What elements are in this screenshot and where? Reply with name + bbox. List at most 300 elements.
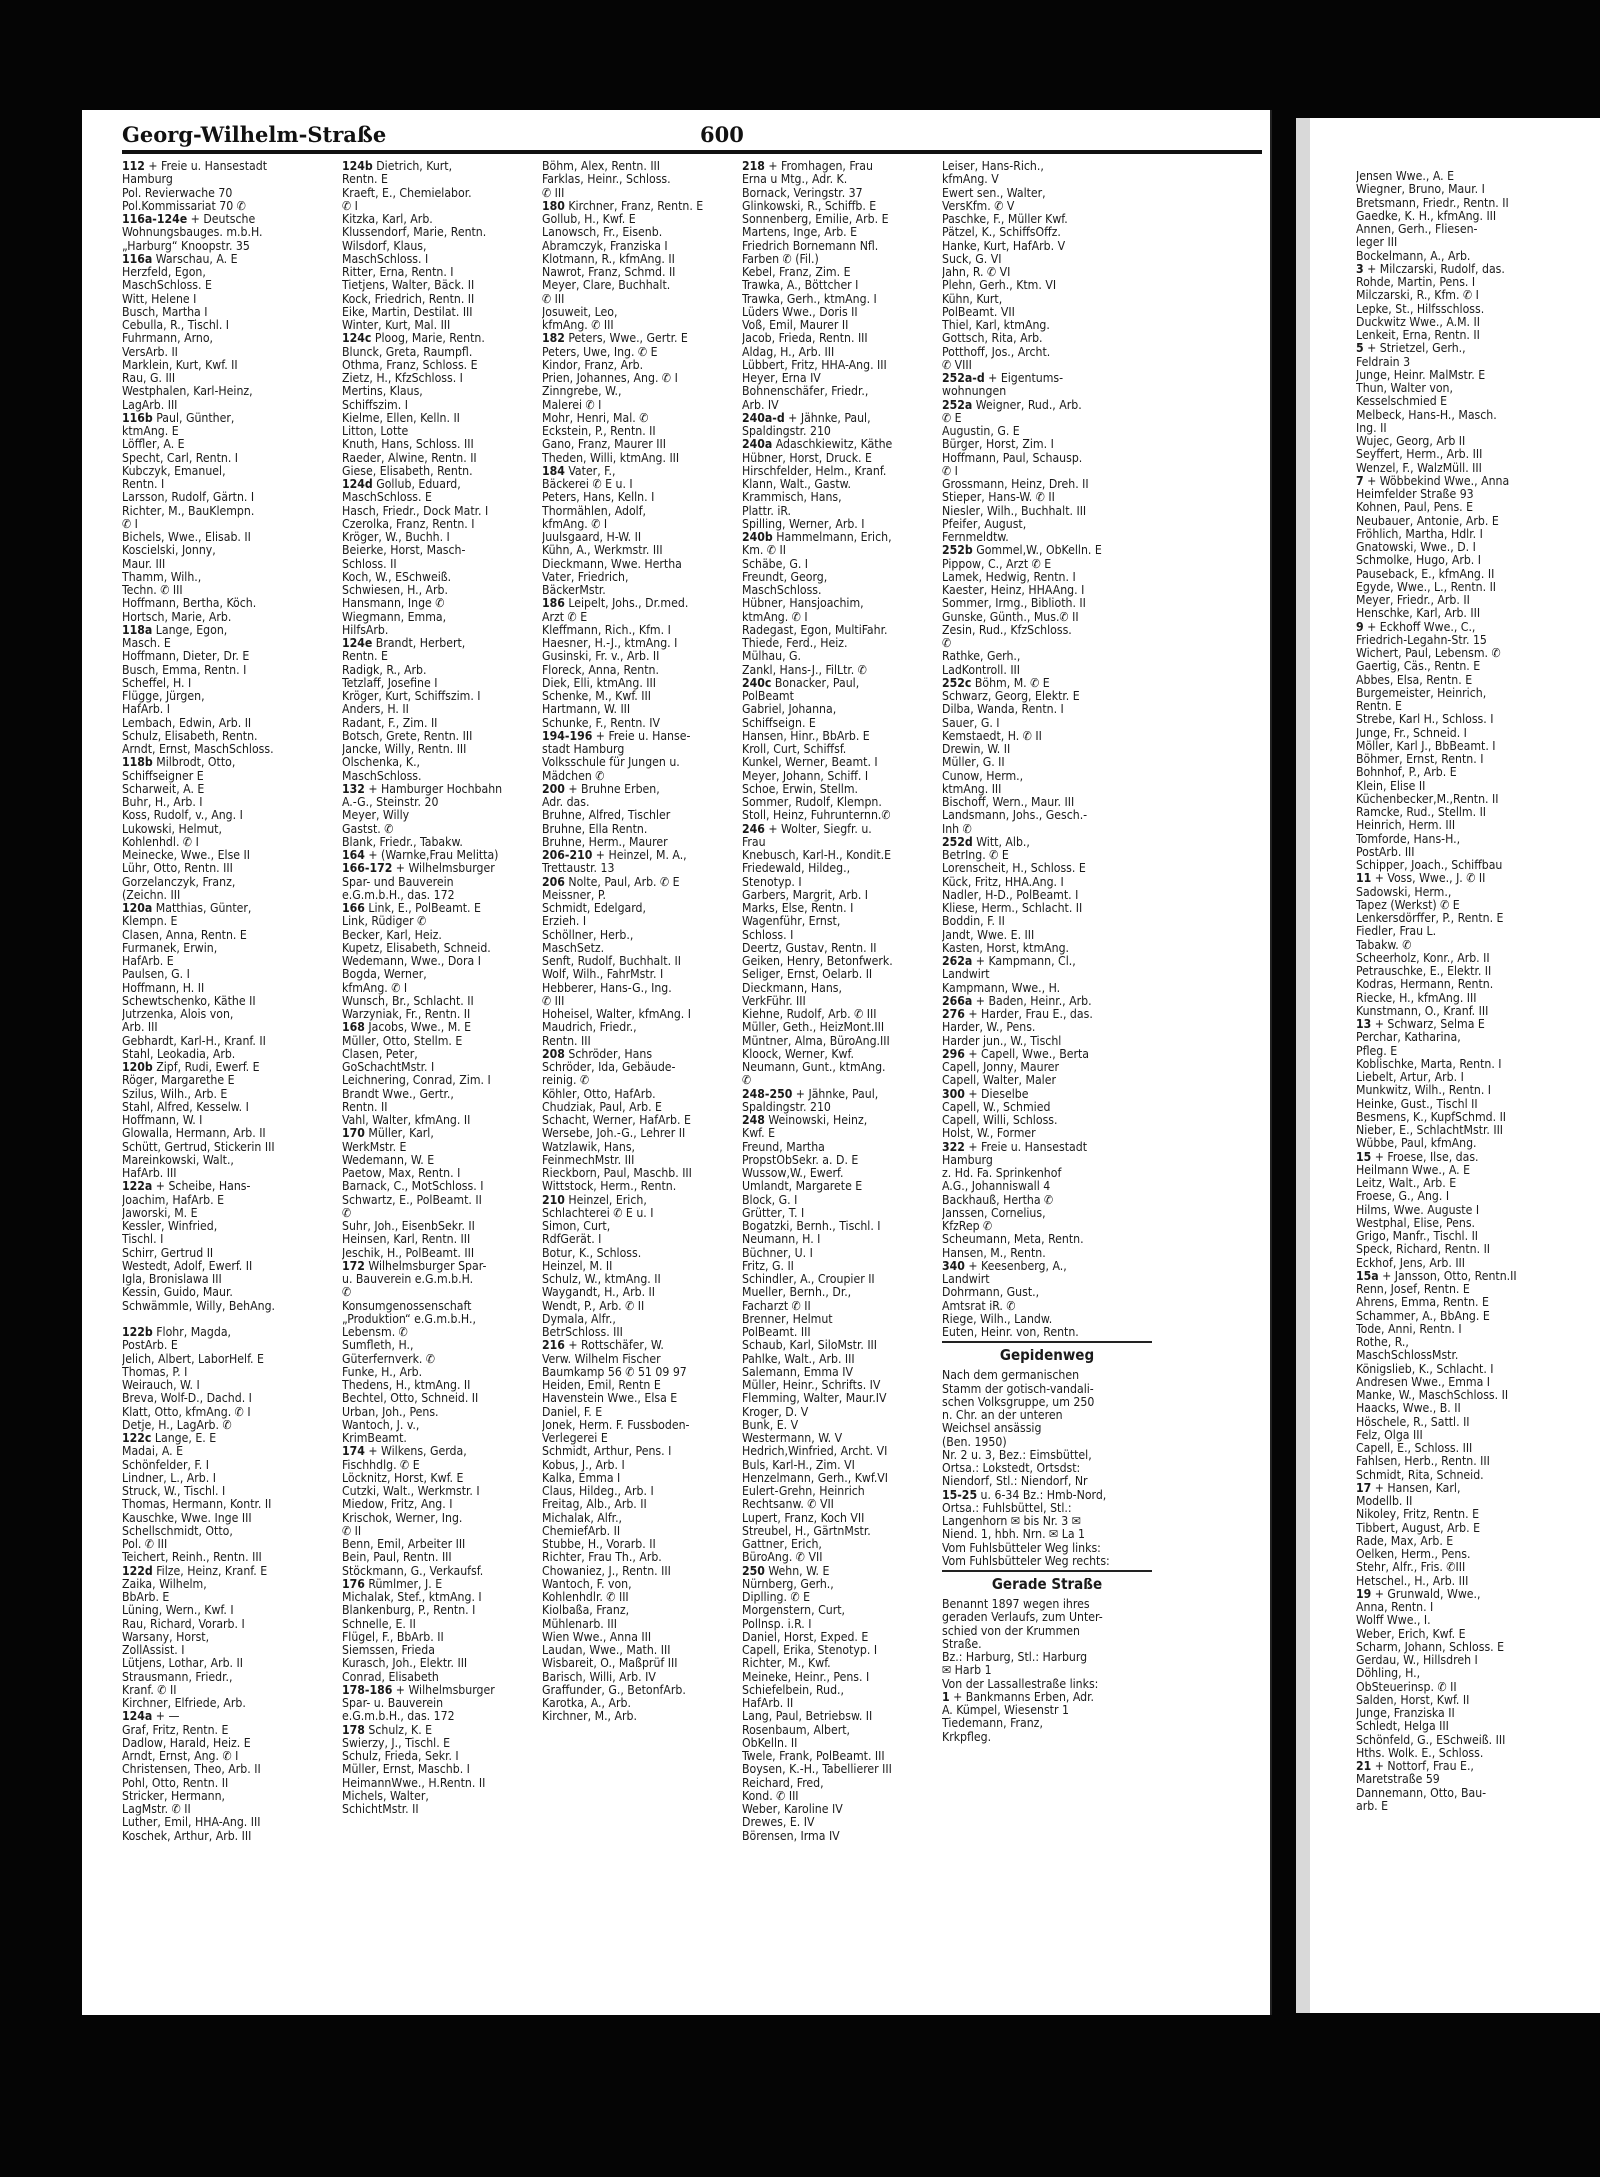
directory-line: Klempn. E (122, 915, 178, 929)
directory-line: Friedrich-Legahn-Str. 15 (1356, 633, 1487, 647)
directory-line: Rohde, Martin, Pens. I (1356, 276, 1476, 289)
section-rule (942, 1341, 1152, 1345)
directory-line: Pol. ✆ III (122, 1538, 168, 1551)
directory-line: Jutrzenka, Alois von, (122, 1008, 234, 1021)
directory-line: Pfleg. E (1356, 1044, 1398, 1058)
directory-line: Rentn. E (342, 173, 388, 187)
directory-line: ktmAng. III (942, 782, 1002, 796)
directory-line: Haacks, Wwe., B. II (1356, 1402, 1461, 1416)
directory-line: u. Bauverein e.G.m.b.H. (342, 1273, 474, 1286)
directory-line: Lanowsch, Fr., Eisenb. (542, 226, 663, 240)
directory-line: ktmAng. ✆ I (742, 610, 808, 624)
directory-line: Kemstaedt, H. ✆ II (942, 729, 1042, 743)
directory-line: Gnatowski, Wwe., D. I (1356, 541, 1476, 554)
directory-line: Eckstein, P., Rentn. II (542, 425, 656, 438)
directory-line: Rau, Richard, Vorarb. I (122, 1617, 245, 1631)
directory-line: Leitz, Walt., Arb. E (1356, 1177, 1457, 1190)
directory-line: Tiedemann, Franz, (942, 1717, 1043, 1731)
directory-line: Niendorf, Stl.: Niendorf, Nr (942, 1475, 1088, 1489)
directory-line: Waygandt, H., Arb. II (542, 1286, 655, 1300)
directory-line: Thomas, Hermann, Kontr. II (122, 1498, 272, 1512)
directory-line: Milczarski, R., Kfm. ✆ I (1356, 289, 1479, 303)
directory-line: Tapez (Werkst) ✆ E (1356, 898, 1460, 912)
directory-line: Glowalla, Hermann, Arb. II (122, 1127, 266, 1141)
directory-line: Lüders Wwe., Doris II (742, 305, 858, 319)
directory-line: Pohl, Otto, Rentn. II (122, 1776, 229, 1790)
directory-line: 170 Müller, Karl, (342, 1127, 434, 1141)
directory-line: Bz.: Harburg, Stl.: Harburg (942, 1651, 1088, 1664)
directory-line: Hoffmann, Paul, Schausp. (942, 451, 1083, 465)
directory-line: Melbeck, Hans-H., Masch. (1356, 408, 1497, 422)
directory-line: 340 + Keesenberg, A., (942, 1259, 1067, 1273)
directory-line: ✆ (342, 1286, 352, 1300)
directory-line: Krkpfleg. (942, 1730, 992, 1744)
directory-line: Schmidt, Edelgard, (542, 902, 646, 915)
directory-line: Thiel, Karl, ktmAng. (942, 319, 1050, 332)
directory-line: Ortsa.: Lokstedt, Ortsdst: (942, 1462, 1081, 1475)
directory-line: Felz, Olga III (1356, 1428, 1423, 1442)
directory-line: Westphalen, Karl-Heinz, (122, 385, 253, 399)
directory-line: Langenhorn ✉ bis Nr. 3 ✉ (942, 1515, 1081, 1528)
directory-line: Theden, Willi, ktmAng. III (542, 451, 680, 465)
directory-line: Schewtschenko, Käthe II (122, 994, 256, 1008)
directory-line: Hanke, Kurt, HafArb. V (942, 239, 1066, 253)
page-number: 600 (700, 122, 744, 147)
directory-line: Sauer, G. I (942, 716, 1000, 730)
directory-line: Arzt ✆ E (542, 610, 588, 624)
directory-line: Junge, Franziska II (1356, 1707, 1455, 1720)
directory-line: Olschenka, K., (342, 756, 421, 770)
directory-line: Müller, Ernst, Maschb. I (342, 1763, 470, 1777)
directory-line: Dadlow, Harald, Heiz. E (122, 1736, 251, 1750)
directory-line: Freund, Martha (742, 1140, 825, 1154)
directory-line: Zinngrebe, W., (542, 385, 622, 399)
directory-line: Paschke, F., Müller Kwf. (942, 213, 1068, 226)
directory-line: Wittstock, Herm., Rentn. (542, 1180, 677, 1194)
directory-line: Lorenscheit, H., Schloss. E (942, 862, 1086, 876)
directory-line: Gollub, H., Kwf. E (542, 213, 636, 226)
directory-line: Heinke, Gust., Tischl II (1356, 1097, 1478, 1111)
directory-line: Heilmann Wwe., A. E (1356, 1163, 1471, 1177)
directory-line: 248 Weinowski, Heinz, (742, 1114, 868, 1127)
directory-line: ✆ III (542, 186, 565, 200)
adjacent-page (1296, 118, 1600, 2013)
directory-line: Hirschfelder, Helm., Kranf. (742, 464, 887, 478)
directory-line: Schoe, Erwin, Stellm. (742, 782, 858, 796)
directory-line: Hamburg (942, 1153, 993, 1167)
directory-line: ✉ Harb 1 (942, 1664, 992, 1678)
directory-line: geraden Verlaufs, zum Unter- (942, 1611, 1103, 1625)
directory-line: Königslieb, K., Schlacht. I (1356, 1362, 1494, 1376)
directory-line: Wolff Wwe., I. (1356, 1614, 1431, 1628)
directory-line: Vater, Friedrich, (542, 570, 629, 584)
directory-line: Pippow, C., Arzt ✆ E (942, 557, 1052, 571)
directory-line: Amtsrat iR. ✆ (942, 1299, 1016, 1313)
directory-line: Hoffmann, H. II (122, 981, 205, 995)
directory-line: Schwiesen, H., Arb. (342, 584, 449, 597)
directory-line: Wersebe, Joh.-G., Lehrer II (542, 1127, 686, 1141)
directory-line: Barisch, Willi, Arb. IV (542, 1670, 656, 1684)
directory-line: Munkwitz, Wilh., Rentn. I (1356, 1084, 1492, 1098)
directory-line: Warsany, Horst, (122, 1630, 210, 1644)
directory-line: Dieckmann, Hans, (742, 981, 842, 995)
column-3 (542, 160, 732, 1724)
directory-line: Josuweit, Leo, (542, 305, 618, 319)
directory-line: Gorzelanczyk, Franz, (122, 875, 236, 889)
directory-line: Schloss. II (342, 557, 397, 571)
directory-line: Bruhne, Herm., Maurer (542, 835, 668, 849)
directory-line: Hansen, Hinr., BbArb. E (742, 729, 870, 743)
directory-line: Hoffmann, Dieter, Dr. E (122, 650, 250, 664)
column-1 (122, 160, 332, 1843)
directory-line: Kobus, J., Arb. I (542, 1458, 625, 1472)
directory-line: 252b Gommel,W., ObKelln. E (942, 544, 1102, 558)
directory-line: Stieper, Hans-W. ✆ II (942, 491, 1055, 505)
directory-line: Pollnsp. i.R. I (742, 1617, 812, 1631)
directory-line: wohnungen (942, 385, 1007, 399)
directory-line: Abramczyk, Franziska I (542, 239, 668, 253)
directory-line: MaschSchloss. I (342, 252, 429, 266)
directory-line: Westphal, Elise, Pens. (1356, 1216, 1476, 1230)
directory-line: Bogda, Werner, (342, 968, 427, 982)
directory-line: Michels, Walter, (342, 1789, 429, 1803)
directory-line: 122a + Scheibe, Hans- (122, 1180, 251, 1194)
directory-line: Kock, Friedrich, Rentn. II (342, 292, 475, 306)
directory-line: Blank, Friedr., Tabakw. (342, 835, 463, 849)
directory-line: Strausmann, Friedr., (122, 1670, 233, 1684)
directory-line: Rosenbaum, Albert, (742, 1723, 851, 1737)
directory-line: Vom Fuhlsbütteler Weg rechts: (942, 1554, 1110, 1568)
directory-line: Czerolka, Franz, Rentn. I (342, 517, 475, 531)
directory-line: Laudan, Wwe., Math. III (542, 1644, 671, 1657)
directory-line: Schäbe, G. I (742, 557, 809, 571)
directory-line: Busch, Martha I (122, 305, 208, 319)
directory-line: Tibbert, August, Arb. E (1356, 1521, 1480, 1535)
directory-line: Christensen, Theo, Arb. II (122, 1763, 261, 1777)
directory-line: Hedrich,Winfried, Archt. VI (742, 1445, 888, 1459)
directory-line: Burgemeister, Heinrich, (1356, 686, 1487, 700)
directory-line: SchichtMstr. II (342, 1803, 419, 1816)
directory-line: Peters, Uwe, Ing. ✆ E (542, 345, 658, 359)
directory-line: Lembach, Edwin, Arb. II (122, 716, 252, 730)
directory-line: Othma, Franz, Schloss. E (342, 358, 478, 372)
directory-line: 124d Gollub, Eduard, (342, 478, 461, 491)
directory-line: Krammisch, Hans, (742, 491, 842, 505)
directory-line: Richter, Frau Th., Arb. (542, 1551, 662, 1565)
directory-line: Kond. ✆ III (742, 1789, 799, 1803)
directory-line: Thormählen, Adolf, (542, 504, 647, 518)
directory-line: Pahlke, Walt., Arb. III (742, 1352, 855, 1366)
directory-line: Kubczyk, Emanuel, (122, 464, 226, 478)
directory-line: Kiehne, Rudolf, Arb. ✆ III (742, 1008, 877, 1021)
directory-line: Anders, H. II (342, 703, 409, 717)
directory-line: Glinkowski, R., Schiffb. E (742, 199, 877, 213)
directory-line: Leiser, Hans-Rich., (942, 160, 1044, 173)
directory-line: Hoheisel, Walter, kfmAng. I (542, 1008, 692, 1021)
directory-line: Marks, Else, Rentn. I (742, 902, 854, 915)
directory-line: Blunck, Greta, Raumpfl. (342, 345, 473, 359)
directory-line: Jahn, R. ✆ VI (942, 266, 1011, 279)
directory-line: Becker, Karl, Heiz. (342, 928, 442, 942)
directory-line: Sommer, Irmg., Biblioth. II (942, 597, 1086, 611)
directory-line: 122c Lange, E. E (122, 1432, 217, 1445)
directory-line: A. Kümpel, Wiesenstr 1 (942, 1704, 1069, 1717)
directory-line: Scharweit, A. E (122, 782, 205, 796)
directory-line: n. Chr. an der unteren (942, 1409, 1063, 1422)
directory-line: Peters, Hans, Kelln. I (542, 491, 655, 505)
directory-line: Kodras, Hermann, Rentn. (1356, 978, 1494, 992)
directory-line: Madai, A. E (122, 1445, 184, 1459)
directory-line: ✆ I (122, 517, 138, 531)
section-rule (942, 1570, 1152, 1574)
directory-line: 112 + Freie u. Hansestadt (122, 160, 268, 173)
directory-line: Voß, Emil, Maurer II (742, 319, 849, 332)
directory-line: MaschSchloss. (742, 584, 822, 597)
directory-line: Haesner, H.-J., ktmAng. I (542, 637, 678, 650)
directory-line: (Ben. 1950) (942, 1435, 1007, 1449)
directory-line: Kiolbaßa, Franz, (542, 1604, 630, 1618)
directory-line: BbArb. E (122, 1591, 170, 1604)
directory-line: Tietjens, Walter, Bäck. II (342, 279, 475, 293)
directory-line: Wien Wwe., Anna III (542, 1630, 652, 1644)
directory-line: Niend. 1, hbh. Nrn. ✉ La 1 (942, 1528, 1085, 1542)
directory-line: „Produktion“ e.G.m.b.H., (342, 1312, 476, 1326)
directory-line: Graf, Fritz, Rentn. E (122, 1723, 229, 1737)
directory-line: A.G., Johanniswall 4 (942, 1180, 1051, 1194)
directory-line: MaschSchlossMstr. (1356, 1349, 1459, 1363)
section-heading: Gerade Straße (991, 1578, 1103, 1593)
directory-line: Chowaniez, J., Rentn. III (542, 1564, 671, 1578)
directory-line: Barnack, C., MotSchloss. I (342, 1180, 484, 1194)
directory-line: Jeschik, H., PolBeamt. III (342, 1246, 475, 1260)
directory-line: A.-G., Steinstr. 20 (342, 796, 439, 809)
directory-line: Stehr, Alfr., Fris. ✆III (1356, 1561, 1466, 1575)
directory-line: Börensen, Irma IV (742, 1829, 840, 1843)
directory-line: MaschSchloss. E (342, 491, 432, 505)
directory-line: Müller, G. II (942, 756, 1005, 770)
directory-line: Salden, Horst, Kwf. II (1356, 1693, 1470, 1707)
directory-line: Gottsch, Rita, Arb. (942, 332, 1043, 346)
directory-line: Landwirt (942, 1273, 990, 1286)
directory-line: Augustin, G. E (942, 425, 1020, 438)
directory-line: Lenkeit, Erna, Rentn. II (1356, 329, 1480, 342)
directory-line: Rentn. E (342, 650, 388, 664)
directory-line: Nikoley, Fritz, Rentn. E (1356, 1508, 1480, 1522)
directory-line: Rathke, Gerh., (942, 650, 1021, 664)
directory-line: Tabakw. ✆ (1356, 938, 1412, 952)
directory-line: Wedemann, W. E (342, 1153, 435, 1167)
directory-line: Höschele, R., Sattl. II (1356, 1415, 1470, 1429)
directory-line: Bohnhof, P., Arb. E (1356, 766, 1457, 780)
directory-line: Cebulla, R., Tischl. I (122, 319, 230, 332)
directory-line: Flügge, Jürgen, (122, 690, 205, 703)
directory-line: Neubauer, Antonie, Arb. E (1356, 514, 1499, 528)
directory-line: 276 + Harder, Frau E., das. (942, 1008, 1093, 1021)
directory-line: LadKontroll. III (942, 663, 1021, 677)
directory-line: Grigo, Manfr., Tischl. II (1356, 1230, 1479, 1243)
directory-line: Meyer, Clare, Buchhalt. (542, 279, 671, 293)
directory-line: Speck, Richard, Rentn. II (1356, 1243, 1491, 1257)
directory-line: 15a + Jansson, Otto, Rentn.II (1356, 1269, 1517, 1283)
directory-line: Koblischke, Marta, Rentn. I (1356, 1057, 1502, 1071)
directory-line: Pol. Revierwache 70 (122, 186, 233, 200)
directory-line: Spar- u. Bauverein (342, 1697, 444, 1710)
directory-line: Graffunder, G., BetonfArb. (542, 1683, 686, 1697)
directory-line: Klatt, Otto, kfmAng. ✆ I (122, 1405, 251, 1419)
directory-line: Gano, Franz, Maurer III (542, 438, 666, 452)
directory-line: Zaika, Wilhelm, (122, 1577, 207, 1591)
directory-line: Kirchner, M., Arb. (542, 1710, 637, 1724)
directory-line: ktmAng. E (122, 425, 179, 438)
directory-line: Schellschmidt, Otto, (122, 1524, 233, 1538)
directory-line: PolBeamt (742, 690, 794, 703)
directory-line: Capell, Walter, Maler (942, 1074, 1056, 1088)
directory-line: Thun, Walter von, (1356, 382, 1453, 395)
directory-line: Harder jun., W., Tischl (942, 1034, 1062, 1048)
directory-line: Röger, Margarethe E (122, 1074, 235, 1088)
directory-line: Rau, G. III (122, 372, 176, 385)
directory-line: Hebberer, Hans-G., Ing. (542, 981, 672, 995)
directory-line: Schindler, A., Croupier II (742, 1273, 875, 1286)
directory-line: Claus, Hildeg., Arb. I (542, 1485, 654, 1498)
directory-line: Gerdau, W., Hillsdreh I (1356, 1654, 1478, 1667)
directory-line: Specht, Carl, Rentn. I (122, 451, 239, 465)
directory-line: Detje, H., LagArb. ✆ (122, 1418, 232, 1432)
directory-line: Schöllner, Herb., (542, 928, 634, 942)
directory-line: Lenkersdörffer, P., Rentn. E (1356, 912, 1504, 925)
directory-line: Kleffmann, Rich., Kfm. I (542, 623, 671, 637)
directory-line: Kessler, Winfried, (122, 1220, 218, 1233)
directory-line: RdfGerät. I (542, 1233, 602, 1247)
directory-line: Fiedler, Frau L. (1356, 925, 1437, 939)
directory-line: Scheerholz, Konr., Arb. II (1356, 951, 1490, 965)
directory-line: Spaldingstr. 210 (742, 1100, 831, 1114)
directory-line: Mueller, Bernh., Dr., (742, 1286, 852, 1300)
directory-line: ✆ E (942, 411, 962, 425)
directory-line: Hasch, Friedr., Dock Matr. I (342, 504, 489, 518)
directory-line: ✆ (942, 637, 952, 650)
column-5 (942, 160, 1152, 1744)
directory-line: Floreck, Anna, Rentn. (542, 663, 659, 677)
directory-line: Hübner, Hansjoachim, (742, 597, 864, 611)
directory-line: Schwarz, Georg, Elektr. E (942, 690, 1080, 703)
directory-line: Neumann, H. I (742, 1233, 821, 1247)
directory-line: 206-210 + Heinzel, M. A., (542, 849, 687, 862)
directory-line: Schledt, Helga III (1356, 1720, 1449, 1734)
directory-line: Annen, Gerh., Fliesen- (1356, 223, 1478, 236)
directory-line: Manke, W., MaschSchloss. II (1356, 1389, 1509, 1402)
directory-line: Büchner, U. I (742, 1246, 813, 1260)
directory-line: Wisbareit, O., Maßprüf III (542, 1657, 678, 1671)
directory-line: Lepke, St., Hilfsschloss. (1356, 302, 1485, 316)
directory-line: Funke, H., Arb. (342, 1365, 423, 1379)
directory-line: Kohnen, Paul, Pens. E (1356, 501, 1474, 515)
column-2 (342, 160, 532, 1816)
directory-line: Wendt, P., Arb. ✆ II (542, 1299, 645, 1313)
directory-line: Wiegmann, Emma, (342, 610, 447, 624)
directory-line: Seyffert, Herm., Arb. III (1356, 448, 1483, 462)
directory-line: Heinsen, Karl, Rentn. III (342, 1233, 471, 1247)
directory-line: Mühlenarb. III (542, 1617, 617, 1631)
directory-line: 200 + Bruhne Erben, (542, 782, 660, 796)
directory-line: Klotmann, R., kfmAng. II (542, 252, 675, 266)
directory-line: Schunke, F., Rentn. IV (542, 716, 660, 730)
directory-line: ✆ I (942, 464, 958, 478)
directory-line: Trettaustr. 13 (542, 862, 615, 876)
directory-line: Wohnungsbauges. m.b.H. (122, 226, 263, 240)
directory-line: Friedewald, Hildeg., (742, 862, 851, 876)
directory-line: Sumfleth, H., (342, 1339, 414, 1353)
directory-line: Pätzel, K., SchiffsOffz. (942, 226, 1061, 240)
directory-line: FeinmechMstr. III (542, 1153, 635, 1167)
directory-line: ✆ II (342, 1524, 362, 1538)
directory-line: Hamburg (122, 173, 173, 187)
directory-line: Schnelle, E. II (342, 1617, 416, 1631)
directory-line: Kroger, D. V (742, 1405, 809, 1419)
directory-line: Juulsgaard, H-W. II (542, 531, 642, 544)
directory-line: ObSteuerinsp. ✆ II (1356, 1680, 1457, 1694)
directory-line: Deertz, Gustav, Rentn. II (742, 941, 877, 955)
directory-line: 172 Wilhelmsburger Spar- (342, 1259, 487, 1273)
directory-line: 252c Böhm, M. ✆ E (942, 676, 1050, 690)
directory-line: Arndt, Ernst, MaschSchloss. (122, 743, 274, 756)
directory-line: Böhmer, Ernst, Rentn. I (1356, 753, 1484, 766)
directory-line: ✆ III (542, 994, 565, 1008)
directory-line: Koschek, Arthur, Arb. III (122, 1829, 252, 1843)
directory-line: Mülhau, G. (742, 650, 802, 664)
directory-line: Eike, Martin, Destilat. III (342, 305, 473, 319)
directory-line: Löcknitz, Horst, Kwf. E (342, 1471, 464, 1485)
directory-line: Erzieh. I (542, 915, 587, 929)
directory-line: Kessin, Guido, Maur. (122, 1286, 233, 1300)
directory-line: Hübner, Horst, Druck. E (742, 451, 872, 465)
adjacent-page-column (1356, 170, 1596, 1813)
directory-line: Rentn. II (342, 1100, 388, 1114)
directory-line: Bretsmann, Friedr., Rentn. II (1356, 196, 1509, 210)
directory-line: Stahl, Leokadia, Arb. (122, 1047, 236, 1061)
directory-line: ObKelln. II (742, 1736, 798, 1750)
directory-line: Aldag, H., Arb. III (742, 345, 835, 359)
directory-line: Eulert-Grehn, Heinrich (742, 1485, 865, 1498)
directory-line: 164 + (Warnke,Frau Melitta) (342, 849, 499, 862)
directory-line: 240a-d + Jähnke, Paul, (742, 411, 871, 425)
directory-line: Schacht, Werner, HafArb. E (542, 1114, 691, 1127)
directory-line: 118a Lange, Egon, (122, 623, 228, 637)
directory-line: Egyde, Wwe., L., Rentn. II (1356, 580, 1497, 594)
directory-line: Flügel, F., BbArb. II (342, 1630, 444, 1644)
directory-line: 322 + Freie u. Hansestadt (942, 1140, 1088, 1154)
directory-line: Litton, Lotte (342, 425, 409, 438)
directory-line: Botsch, Grete, Rentn. III (342, 729, 473, 743)
directory-line: Kröger, W., Buchh. I (342, 531, 450, 544)
directory-line: Lamek, Hedwig, Rentn. I (942, 570, 1076, 584)
directory-line: Jonek, Herm. F. Fussboden- (542, 1418, 690, 1432)
directory-line: Abbes, Elsa, Rentn. E (1356, 673, 1473, 687)
directory-line: Potthoff, Jos., Archt. (942, 345, 1051, 359)
directory-line: Stenotyp. I (742, 875, 802, 889)
directory-line: Von der Lassallestraße links: (942, 1677, 1099, 1691)
directory-line: HafArb. III (122, 1167, 177, 1180)
directory-line: Hths. Wolk. E., Schloss. (1356, 1746, 1484, 1760)
column-4 (742, 160, 932, 1843)
directory-line: Verw. Wilhelm Fischer (542, 1352, 661, 1366)
directory-line: Dymala, Alfr., (542, 1312, 616, 1326)
directory-line: Richter, M., Kwf. (742, 1657, 831, 1671)
directory-line: Wagenführ, Ernst, (742, 915, 841, 929)
directory-line: Ing. II (1356, 421, 1387, 435)
directory-line: Dilba, Wanda, Rentn. I (942, 703, 1064, 717)
directory-line: 218 + Fromhagen, Frau (742, 160, 873, 173)
